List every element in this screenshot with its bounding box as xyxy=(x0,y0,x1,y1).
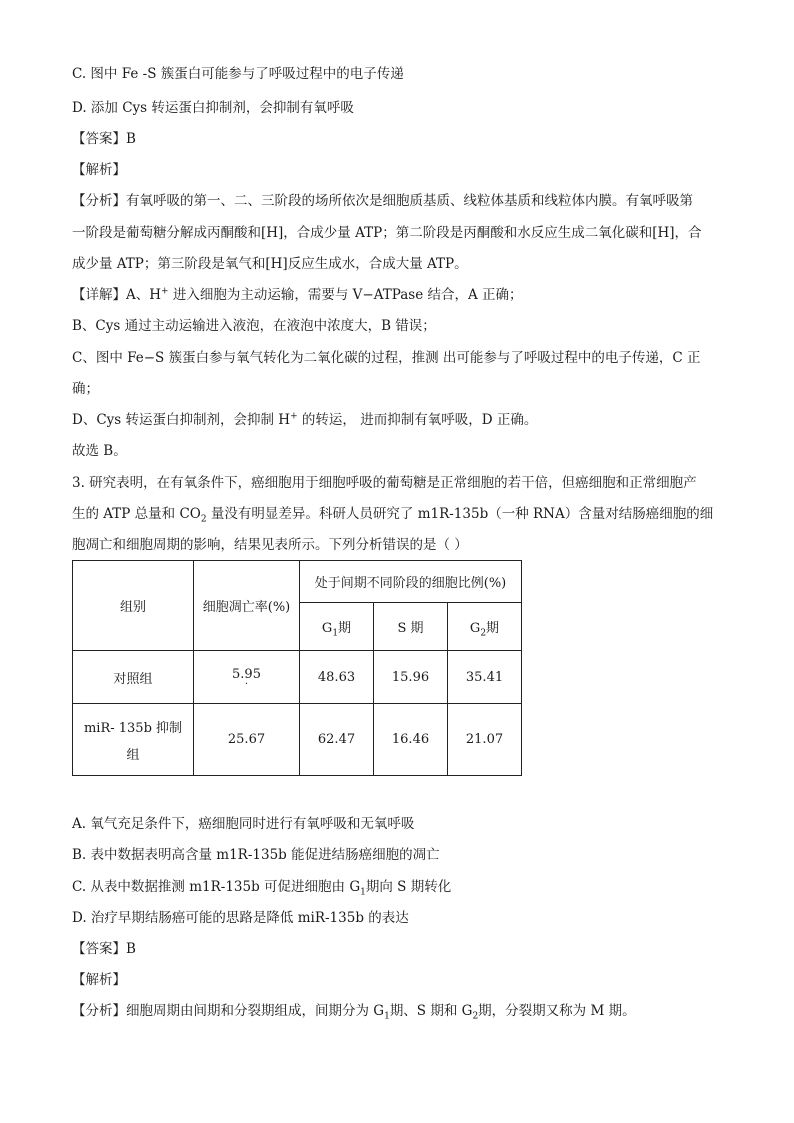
header-s: S 期 xyxy=(374,603,448,651)
detail-line-c: C、图中 Fe−S 簇蛋白参与氧气转化为二氧化碳的过程，推测 出可能参与了呼吸过程中的电子传递，C 正 xyxy=(72,350,701,366)
header-phase: 处于间期不同阶段的细胞比例(%) xyxy=(300,561,522,603)
answer-label: 【答案】B xyxy=(72,131,136,147)
question-3-line-3: 胞凋亡和细胞周期的影响，结果见表所示。下列分析错误的是（ ） xyxy=(72,537,468,553)
row-group: miR- 135b 抑制 组 xyxy=(73,704,194,776)
analysis-label-2: 【解析】 xyxy=(72,972,126,988)
option-b: B. 表中数据表明高含量 m1R-135b 能促进结肠癌细胞的凋亡 xyxy=(72,847,440,863)
detail-line-b: B、Cys 通过主动运输进入液泡，在液泡中浓度大，B 错误； xyxy=(72,318,436,334)
row-s: 16.46 xyxy=(374,704,448,776)
header-g2: $G_2$期 xyxy=(448,603,522,651)
option-c: C. 从表中数据推测 m1R-135b 可促进细胞由 $G_1$期向 S 期转化 xyxy=(72,879,452,898)
row-s: 15.96 xyxy=(374,651,448,704)
conclusion-line: 故选 B。 xyxy=(72,443,127,459)
analysis-label: 【解析】 xyxy=(72,162,126,178)
analysis-line-3: 成少量 ATP；第三阶段是氧气和[H]反应生成水，合成大量 ATP。 xyxy=(72,256,468,272)
analysis-2-line-1: 【分析】细胞周期由间期和分裂期组成，间期分为 $G_1$期、S 期和 $G_2$期，分裂期又称为 M 期。 xyxy=(72,1003,636,1022)
answer-label-2: 【答案】B xyxy=(72,941,136,957)
option-d: D. 治疗早期结肠癌可能的思路是降低 miR-135b 的表达 xyxy=(72,910,409,926)
option-a: A. 氧气充足条件下，癌细胞同时进行有氧呼吸和无氧呼吸 xyxy=(72,816,415,832)
header-apoptosis: 细胞凋亡率(%) xyxy=(194,561,300,651)
option-c-prev: C. 图中 Fe -S 簇蛋白可能参与了呼吸过程中的电子传递 xyxy=(72,66,404,82)
detail-line-d: D、Cys 转运蛋白抑制剂，会抑制 H+ 的转运， 进而抑制有氧呼吸，D 正确。 xyxy=(72,411,538,428)
question-3-line-1: 3. 研究表明，在有氧条件下，癌细胞用于细胞呼吸的葡萄糖是正常细胞的若干倍，但癌细胞和正常细胞产 xyxy=(72,475,697,491)
detail-line-c-cont: 确； xyxy=(72,381,99,397)
row-g2: 21.07 xyxy=(448,704,522,776)
results-table xyxy=(72,560,522,776)
option-d-prev: D. 添加 Cys 转运蛋白抑制剂，会抑制有氧呼吸 xyxy=(72,100,354,116)
row-g2: 35.41 xyxy=(448,651,522,704)
question-3-line-2: 生的 ATP 总量和 $CO_2$ 量没有明显差异。科研人员研究了 m1R-135b（一种 RNA）含量对结肠癌细胞的细 xyxy=(72,506,714,525)
row-group: 对照组 xyxy=(73,651,194,704)
table-row xyxy=(73,651,522,704)
row-g1: 48.63 xyxy=(300,651,374,704)
table-row xyxy=(73,704,522,776)
header-group: 组别 xyxy=(73,561,194,651)
analysis-line-1: 【分析】有氧呼吸的第一、二、三阶段的场所依次是细胞质基质、线粒体基质和线粒体内膜。有氧呼吸第 xyxy=(72,193,693,209)
row-g1: 62.47 xyxy=(300,704,374,776)
row-apoptosis: 25.67 xyxy=(194,704,300,776)
row-apoptosis: 5.95 · xyxy=(194,651,300,704)
analysis-line-2: 一阶段是葡萄糖分解成丙酮酸和[H]，合成少量 ATP；第二阶段是丙酮酸和水反应生成二氧化碳和[H]，合 xyxy=(72,225,702,241)
detail-line-a: 【详解】A、H+ 进入细胞为主动运输，需要与 V−ATPase 结合，A 正确； xyxy=(72,286,523,303)
header-g1: $G_1$期 xyxy=(300,603,374,651)
